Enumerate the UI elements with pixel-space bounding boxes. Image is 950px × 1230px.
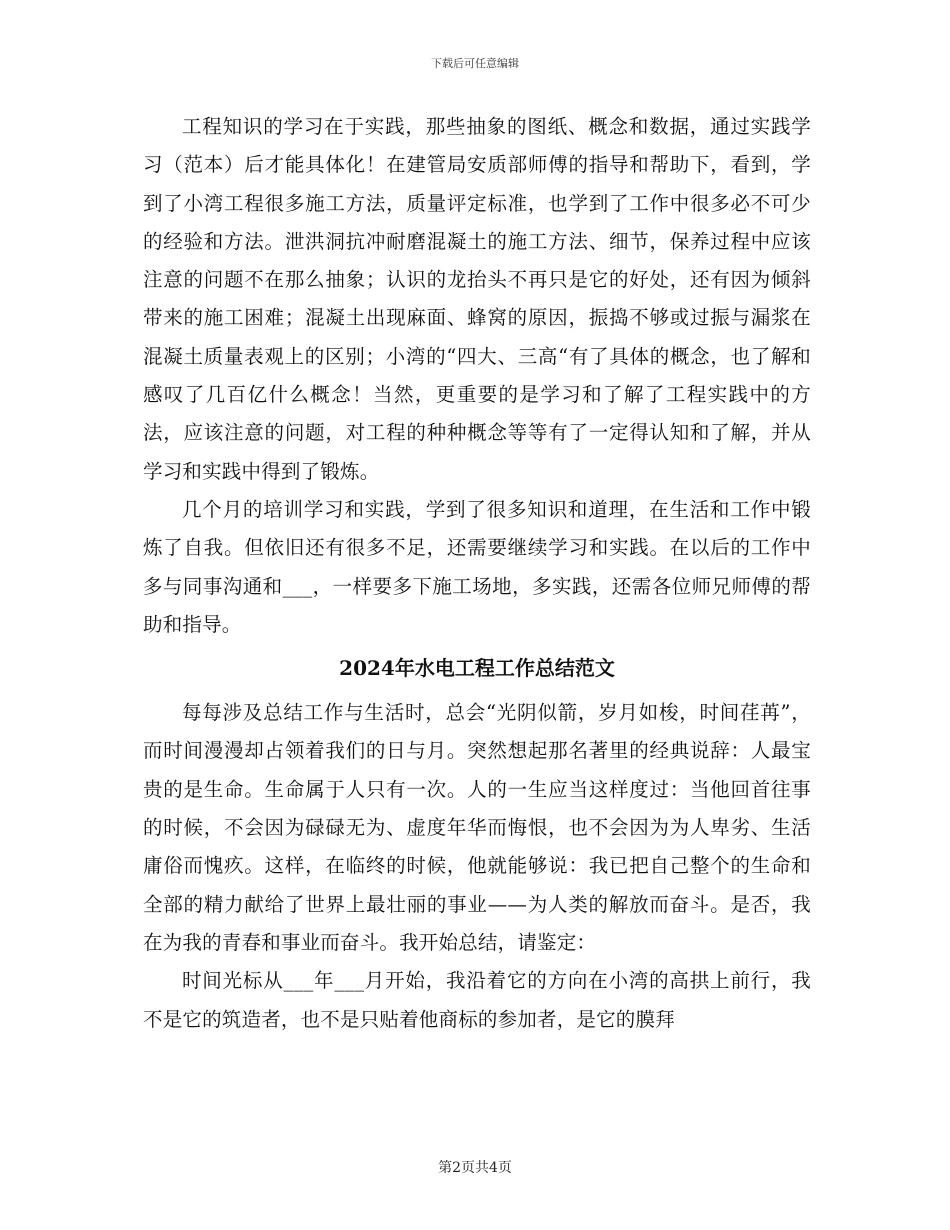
paragraph: 几个月的培训学习和实践，学到了很多知识和道理，在生活和工作中锻炼了自我。但依旧还有很多不足，还需要继续学习和实践。在以后的工作中多与同事沟通和___，一样要多下施工场地，多实践，还需各位师兄师傅的帮助和指导。 bbox=[143, 497, 811, 636]
paragraph: 每每涉及总结工作与生活时，总会“光阴似箭，岁月如梭，时间荏苒”，而时间漫漫却占领着我们的日与月。突然想起那名著里的经典说辞：人最宝贵的是生命。生命属于人只有一次。人的一生应当这样度过：当他回首往事的时候，不会因为碌碌无为、虚度年华而悔恨，也不会因为为人卑劣、生活庸俗而愧疚。这样，在临终的时候，他就能够说：我已把自己整个的生命和全部的精力献给了世界上最壮丽的事业——为人类的解放而奋斗。是否，我在为我的青春和事业而奋斗。我开始总结，请鉴定： bbox=[143, 701, 811, 954]
paragraph: 时间光标从___年___月开始，我沿着它的方向在小湾的高拱上前行，我不是它的筑造者，也不是只贴着他商标的参加者，是它的膜拜 bbox=[143, 969, 811, 1031]
section-title: 2024年水电工程工作总结范文 bbox=[339, 656, 615, 681]
page-number: 第2页共4页 bbox=[438, 1160, 512, 1176]
document-body bbox=[143, 108, 811, 1039]
header-note: 下载后可任意编辑 bbox=[431, 57, 519, 70]
paragraph: 工程知识的学习在于实践，那些抽象的图纸、概念和数据，通过实践学习（范本）后才能具体化！在建管局安质部师傅的指导和帮助下，看到，学到了小湾工程很多施工方法，质量评定标准，也学到了工作中很多必不可少的经验和方法。泄洪洞抗冲耐磨混凝土的施工方法、细节，保养过程中应该注意的问题不在那么抽象；认识的龙抬头不再只是它的好处，还有因为倾斜带来的施工困难；混凝土出现麻面、蜂窝的原因，振捣不够或过振与漏浆在混凝土质量表观上的区别；小湾的“四大、三高“有了具体的概念，也了解和感叹了几百亿什么概念！当然，更重要的是学习和了解了工程实践中的方法，应该注意的问题，对工程的种种概念等等有了一定得认知和了解，并从学习和实践中得到了锻炼。 bbox=[143, 115, 811, 483]
